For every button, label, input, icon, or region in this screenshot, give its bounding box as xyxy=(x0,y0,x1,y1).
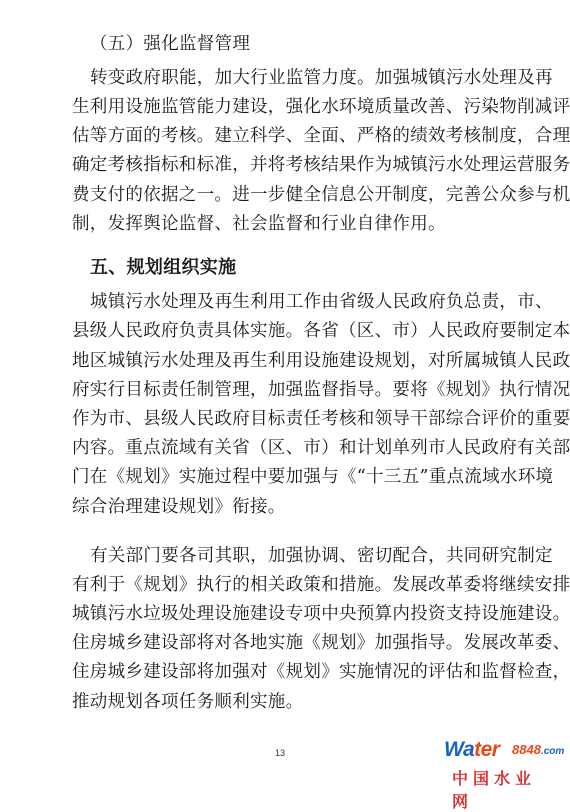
paragraph-line: 生利用设施监管能力建设，强化水环境质量改善、污染物削减评 xyxy=(72,97,570,117)
paragraph-line: 转变政府职能，加大行业监管力度。加强城镇污水处理及再 xyxy=(90,68,553,88)
paragraph-line: 估等方面的考核。建立科学、全面、严格的绩效考核制度，合理 xyxy=(72,126,570,146)
paragraph-line: 内容。重点流域有关省（区、市）和计划单列市人民政府有关部 xyxy=(72,438,570,458)
watermark-logo xyxy=(444,738,565,811)
paragraph-line: 城镇污水处理及再生利用工作由省级人民政府负总责，市、 xyxy=(90,292,553,312)
paragraph-line: 有利于《规划》执行的相关政策和措施。发展改革委将继续安排 xyxy=(72,575,570,595)
paragraph-line: 地区城镇污水处理及再生利用设施建设规划，对所属城镇人民政 xyxy=(72,351,570,371)
paragraph-line: 费支付的依据之一。进一步健全信息公开制度，完善公众参与机 xyxy=(72,185,570,205)
paragraph-line: 确定考核指标和标准，并将考核结果作为城镇污水处理运营服务 xyxy=(72,155,570,175)
paragraph-line: 住房城乡建设部将对各地实施《规划》加强指导。发展改革委、 xyxy=(72,633,570,653)
paragraph-line: 住房城乡建设部将加强对《规划》实施情况的评估和监督检查， xyxy=(72,662,570,682)
page-number: 13 xyxy=(274,748,285,758)
watermark-number: 8848.com xyxy=(512,742,565,757)
watermark-subtitle: 中国水业网 xyxy=(452,769,537,811)
paragraph-line: 推动规划各项任务顺利实施。 xyxy=(72,692,304,712)
paragraph-line: 府实行目标责任制管理，加强监督指导。要将《规划》执行情况 xyxy=(72,380,570,400)
paragraph-line: 县级人民政府负责具体实施。各省（区、市）人民政府要制定本 xyxy=(72,321,570,341)
paragraph-line: 城镇污水垃圾处理设施建设专项中央预算内投资支持设施建设。 xyxy=(72,604,570,624)
paragraph-line: 门在《规划》实施过程中要加强与《“十三五”重点流域水环境 xyxy=(72,467,554,487)
paragraph-line: 有关部门要各司其职，加强协调、密切配合，共同研究制定 xyxy=(90,546,553,566)
paragraph-line: 作为市、县级人民政府目标责任考核和领导干部综合评价的重要 xyxy=(72,409,570,429)
paragraph-line: 制，发挥舆论监督、社会监督和行业自律作用。 xyxy=(72,214,446,234)
paragraph-line: 综合治理建设规划》衔接。 xyxy=(72,497,286,517)
section-heading: 五、规划组织实施 xyxy=(90,257,237,278)
subsection-heading: （五）强化监督管理 xyxy=(90,34,251,54)
watermark-word: Water xyxy=(444,738,500,761)
